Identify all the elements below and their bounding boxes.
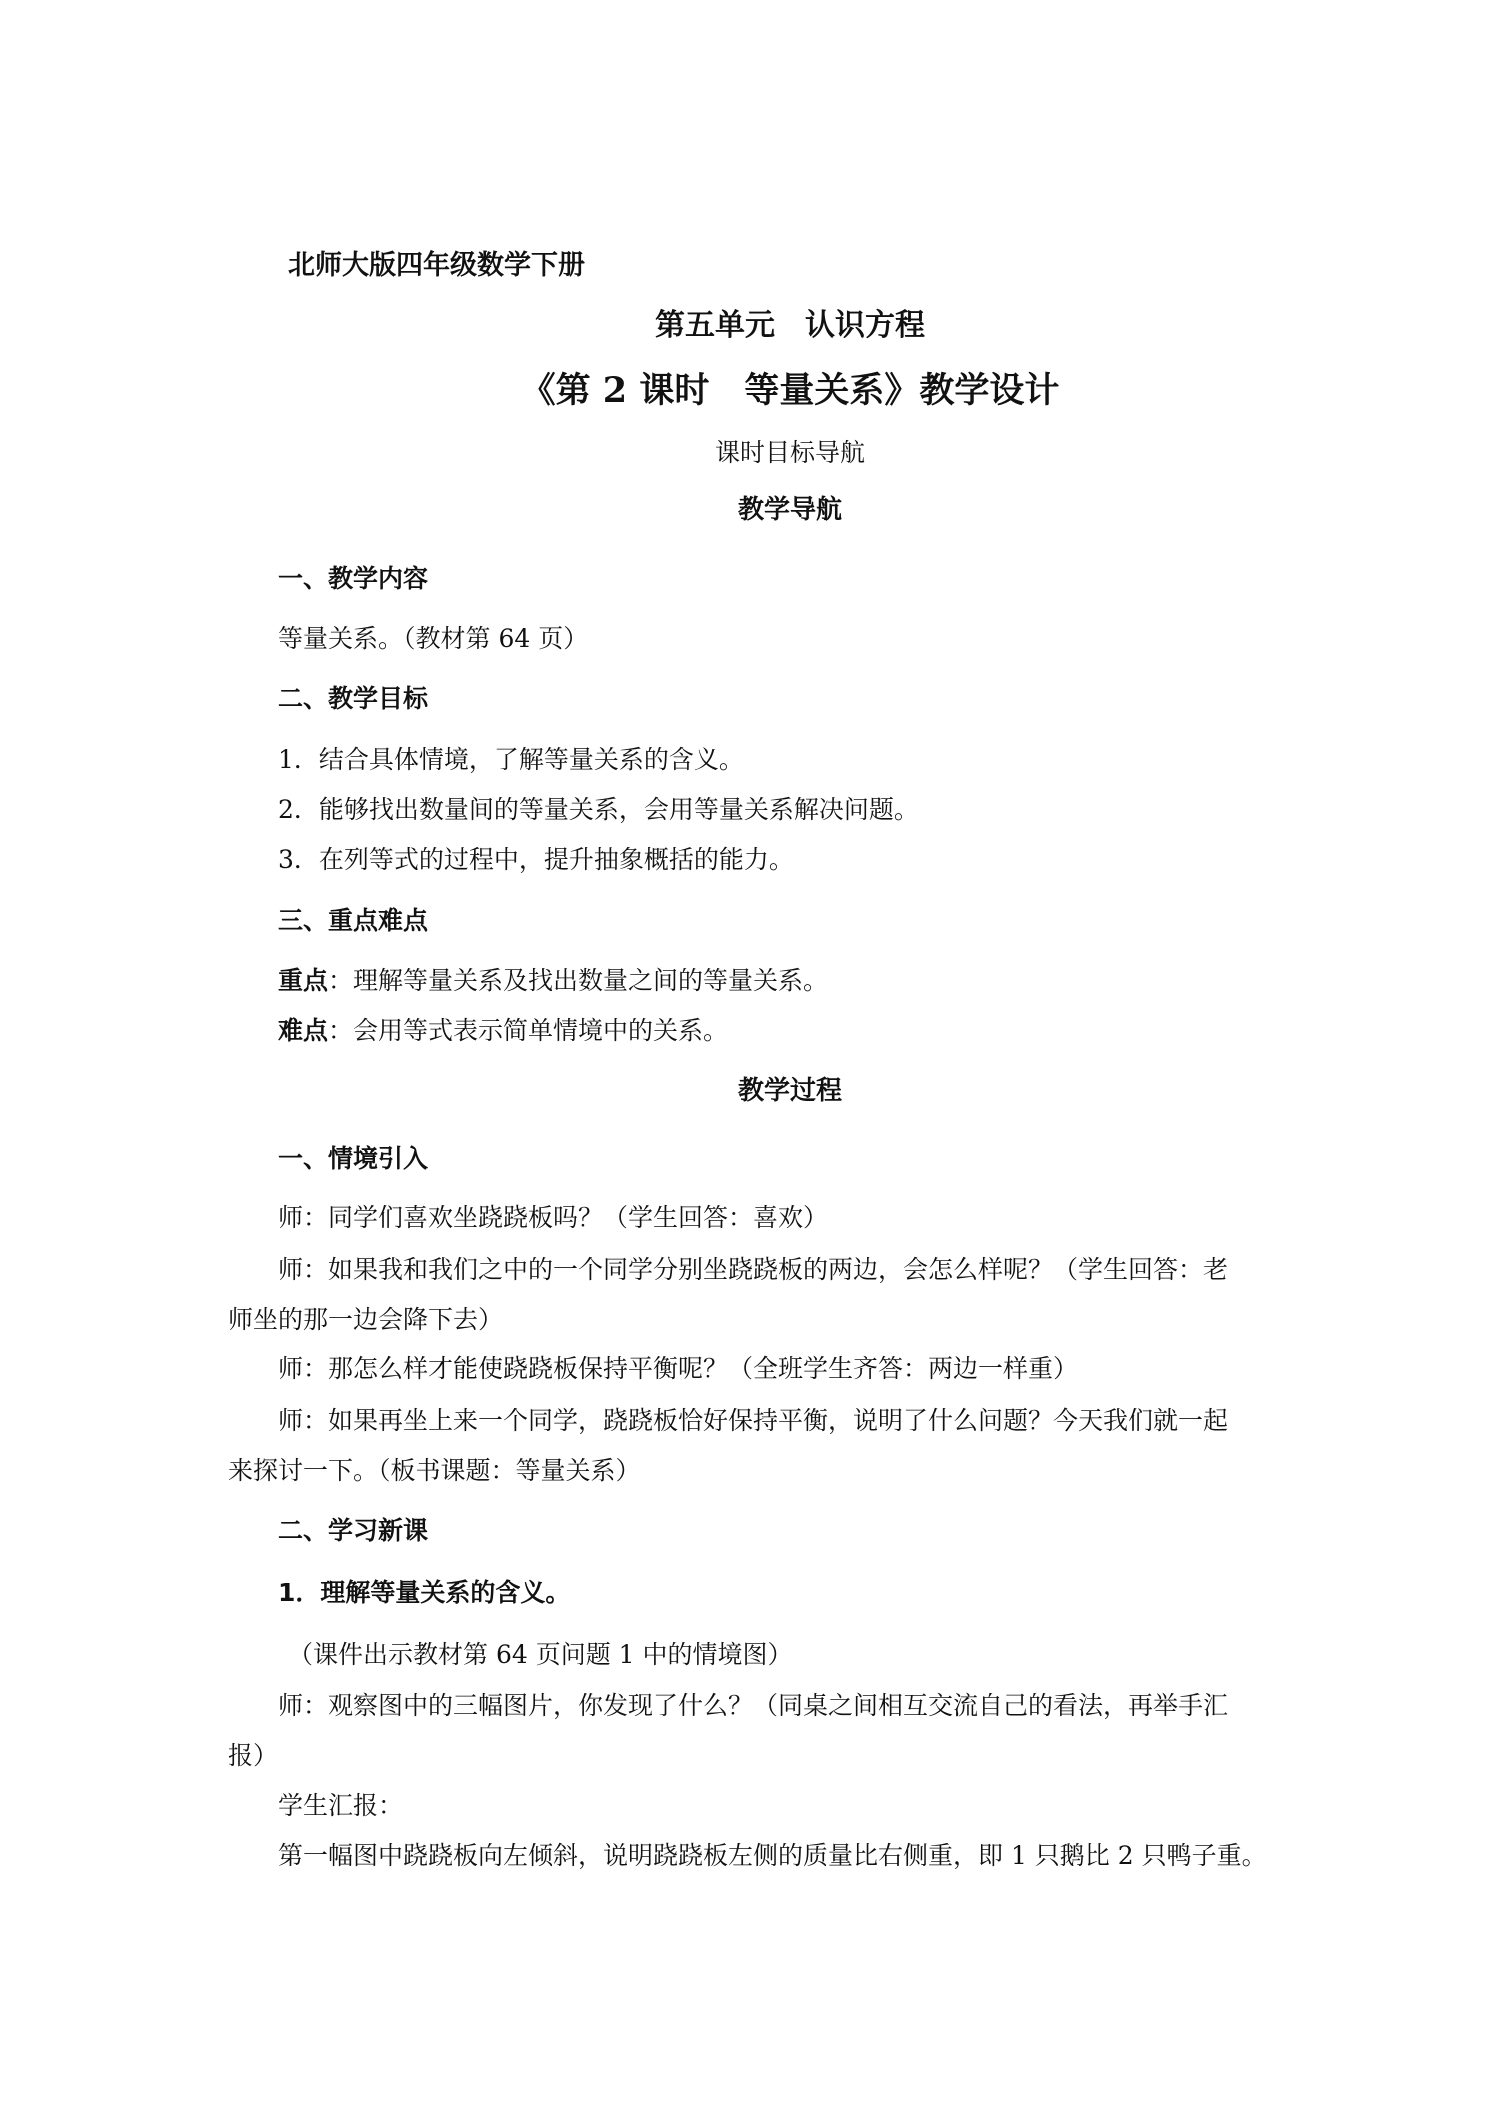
key-point-text: ：理解等量关系及找出数量之间的等量关系。 [328,966,829,995]
paragraph-line: 师：如果再坐上来一个同学，跷跷板恰好保持平衡，说明了什么问题？今天我们就一起 [278,1406,1229,1435]
paragraph-line: 来探讨一下。（板书课题：等量关系） [228,1456,641,1485]
goal-item: 2．能够找出数量间的等量关系，会用等量关系解决问题。 [278,795,919,824]
heading-teaching-content: 一、教学内容 [278,564,429,593]
goal-item: 1．结合具体情境，了解等量关系的含义。 [278,745,744,774]
goal-item: 3．在列等式的过程中，提升抽象概括的能力。 [278,845,794,874]
paragraph-line: 师：那怎么样才能使跷跷板保持平衡呢？（全班学生齐答：两边一样重） [278,1354,1079,1383]
nav-section-title: 教学导航 [737,495,842,525]
paragraph-line: 学生汇报： [278,1791,404,1820]
unit-title: 第五单元 认识方程 [655,308,925,343]
teaching-content-text: 等量关系。（教材第 64 页） [278,624,589,653]
paragraph-line: 第一幅图中跷跷板向左倾斜，说明跷跷板左侧的质量比右侧重，即 1 只鹅比 2 只鸭子重。 [278,1841,1267,1870]
heading-situation-intro: 一、情境引入 [278,1144,429,1173]
process-section-title: 教学过程 [737,1076,842,1106]
lesson-title: 《第 2 课时 等量关系》教学设计 [520,370,1060,411]
paragraph-line: 师：如果我和我们之中的一个同学分别坐跷跷板的两边，会怎么样呢？（学生回答：老 [278,1255,1229,1284]
key-point-line [278,968,828,993]
subheading-understand-equality: 1．理解等量关系的含义。 [278,1578,571,1607]
paragraph-line: 师：观察图中的三幅图片，你发现了什么？（同桌之间相互交流自己的看法，再举手汇 [278,1691,1229,1720]
key-point-label: 重点 [278,966,329,995]
heading-new-lesson: 二、学习新课 [278,1516,429,1545]
paragraph-line: （课件出示教材第 64 页问题 1 中的情境图） [288,1640,793,1669]
subtitle: 课时目标导航 [714,438,865,467]
document-header: 北师大版四年级数学下册 [288,250,585,281]
heading-key-difficult-points: 三、重点难点 [278,906,429,935]
difficult-point-label: 难点 [278,1016,329,1045]
paragraph-line: 报） [228,1741,279,1770]
paragraph-line: 师坐的那一边会降下去） [228,1305,504,1334]
paragraph-line: 师：同学们喜欢坐跷跷板吗？（学生回答：喜欢） [278,1203,829,1232]
difficult-point-text: ：会用等式表示简单情境中的关系。 [328,1016,729,1045]
heading-teaching-goals: 二、教学目标 [278,684,429,713]
difficult-point-line [278,1018,728,1043]
